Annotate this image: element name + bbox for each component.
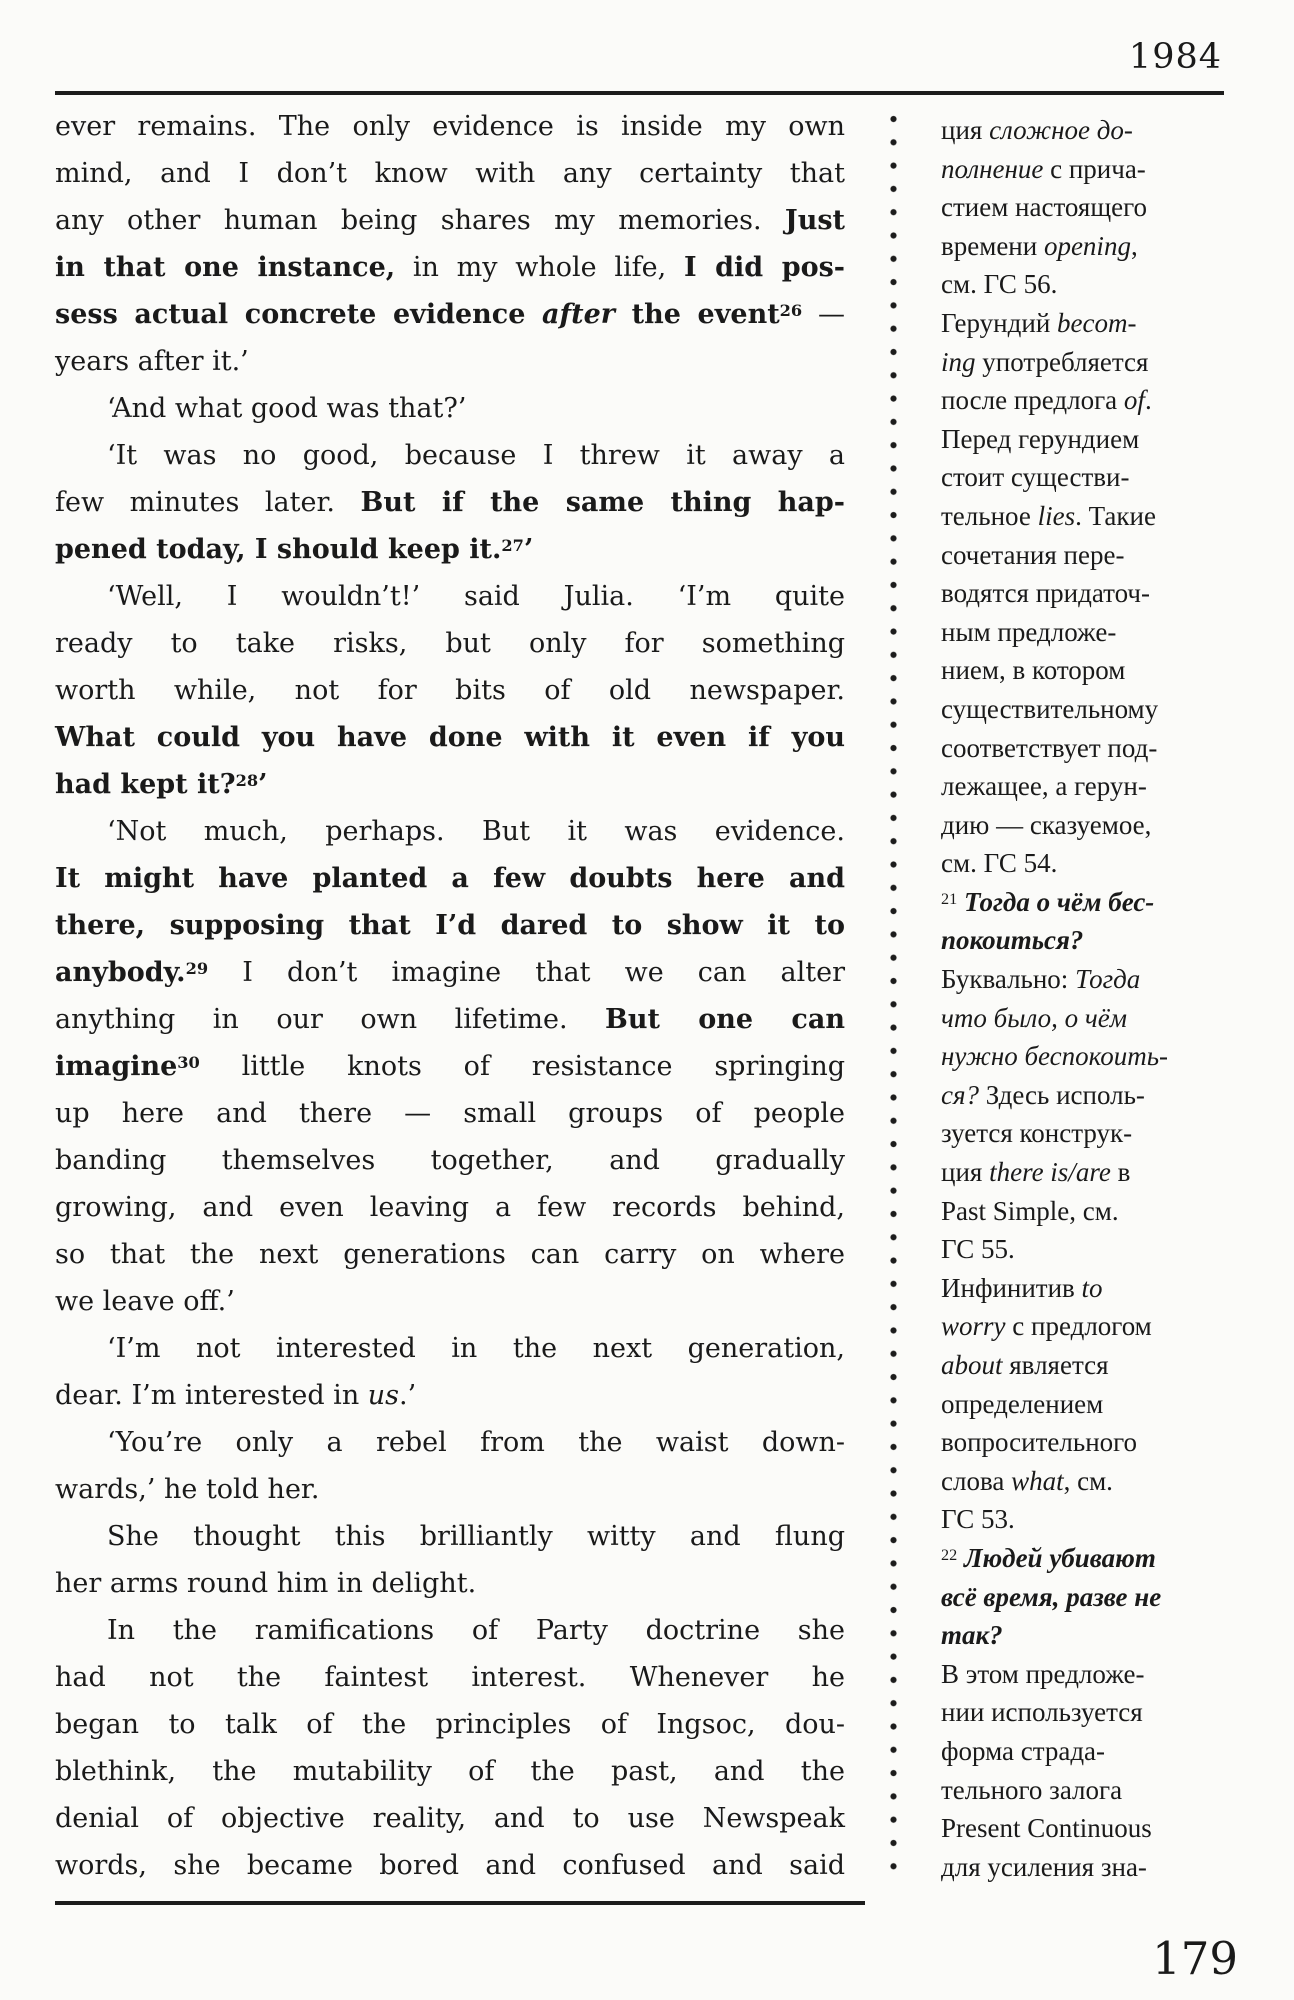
note-line: [941, 536, 1240, 575]
footnote-marker: 30: [177, 1052, 200, 1072]
text-run: wards,’ he told her.: [55, 1474, 320, 1505]
text-run: ‘Not much, perhaps. But it was evidence.: [107, 816, 845, 847]
text-run: в: [1110, 1157, 1131, 1188]
text-line: [55, 1701, 845, 1748]
text-run: anybody.: [55, 957, 186, 988]
text-line: [55, 1043, 845, 1090]
text-line: [55, 385, 845, 432]
text-run: тельного залога: [941, 1774, 1123, 1805]
text-line: [55, 1607, 845, 1654]
text-run: .: [1144, 385, 1152, 416]
text-line: [55, 1325, 845, 1372]
note-line: [941, 381, 1240, 420]
text-line: [55, 1090, 845, 1137]
text-run: But if the same thing hap-: [360, 487, 845, 518]
text-run: форма страда-: [941, 1735, 1106, 1766]
text-run: времени: [941, 230, 1044, 261]
dotted-separator: [890, 115, 897, 1881]
note-line: [941, 806, 1240, 845]
text-run: ing: [941, 346, 976, 377]
text-run: ГС 55.: [941, 1234, 1015, 1265]
text-run: blethink, the mutability of the past, and the: [55, 1756, 845, 1787]
note-line: [941, 921, 1240, 960]
text-run: ever remains. The only evidence is inside my own: [55, 111, 845, 142]
text-run: to: [1081, 1272, 1103, 1303]
note-line: [941, 1307, 1240, 1346]
text-run: in my whole life,: [395, 252, 684, 283]
note-line: [941, 1500, 1240, 1539]
note-line: [941, 613, 1240, 652]
note-line: [941, 420, 1240, 459]
note-line: [941, 1578, 1240, 1617]
column-divider: [845, 103, 941, 1889]
text-line: [55, 1419, 845, 1466]
text-run: I did pos-: [683, 252, 845, 283]
text-run: Present Continuous: [941, 1813, 1152, 1844]
text-line: [55, 714, 845, 761]
text-run: водятся придаточ-: [941, 578, 1150, 609]
text-run: ,: [1130, 230, 1138, 261]
text-run: She thought this brilliantly witty and flung: [107, 1521, 845, 1552]
text-line: [55, 479, 845, 526]
header-rule: [55, 91, 1224, 95]
text-line: [55, 1372, 845, 1419]
text-run: In the ramifications of Party doctrine she: [107, 1615, 845, 1646]
note-line: [941, 1230, 1240, 1269]
text-run: лежащее, а герун-: [941, 771, 1147, 802]
text-line: [55, 1795, 845, 1842]
text-run: words, she became bored and confused and said: [55, 1850, 845, 1881]
text-run: so that the next generations can carry on where: [55, 1239, 845, 1270]
footnote-marker: 26: [779, 300, 803, 320]
text-line: [55, 291, 845, 338]
text-run: употребляется: [975, 346, 1149, 377]
note-line: [941, 999, 1240, 1038]
note-line: [941, 1346, 1240, 1385]
running-head-title: 1984: [1128, 37, 1222, 77]
text-line: [55, 244, 845, 291]
footnote-marker: 22: [941, 1545, 958, 1564]
text-run: Инфинитив: [941, 1272, 1082, 1303]
text-run: little knots of resistance springing: [199, 1051, 845, 1082]
text-line: [55, 1278, 845, 1325]
text-run: What could you have done with it even if you: [55, 722, 845, 753]
text-run: mind, and I don’t know with any certainty that: [55, 158, 845, 189]
note-line: [941, 150, 1240, 189]
text-run: began to talk of the principles of Ingsoc, dou-: [55, 1709, 845, 1740]
footnote-marker: 28: [235, 770, 259, 790]
text-run: соответствует под-: [941, 732, 1158, 763]
footer-rule: [55, 1901, 865, 1905]
text-run: ‘And what good was that?’: [107, 393, 467, 424]
text-run: ным предложе-: [941, 616, 1117, 647]
text-line: [55, 573, 845, 620]
text-run: us: [367, 1380, 400, 1411]
note-line: [941, 1809, 1240, 1848]
text-line: [55, 667, 845, 714]
text-run: imagine: [55, 1051, 178, 1082]
text-line: [55, 761, 845, 808]
text-run: полнение: [941, 153, 1044, 184]
text-line: [55, 432, 845, 479]
text-run: вопросительного: [941, 1427, 1138, 1458]
text-line: [55, 902, 845, 949]
text-line: [55, 1513, 845, 1560]
note-line: [941, 1192, 1240, 1231]
note-line: [941, 1269, 1240, 1308]
text-run: we leave off.’: [55, 1286, 235, 1317]
text-run: дию — сказуемое,: [941, 809, 1152, 840]
text-run: стоит существи-: [941, 462, 1130, 493]
text-run: what: [1011, 1465, 1064, 1496]
text-run: , см.: [1063, 1465, 1113, 1496]
text-run: нужно беспокоить-: [941, 1041, 1169, 1072]
text-run: years after it.’: [55, 346, 249, 377]
text-line: [55, 996, 845, 1043]
text-run: anything in our own lifetime.: [55, 1004, 606, 1035]
note-line: [941, 304, 1240, 343]
text-run: worry: [941, 1311, 1006, 1342]
note-line: [941, 1848, 1240, 1887]
page-number: 179: [1152, 1932, 1238, 1985]
text-run: had kept it?: [55, 769, 236, 800]
page-header: [0, 0, 1294, 78]
text-run: few minutes later.: [55, 487, 361, 518]
text-line: [55, 197, 845, 244]
text-line: [55, 1231, 845, 1278]
note-line: [941, 227, 1240, 266]
footnote-marker: 27: [501, 535, 524, 555]
text-run: ’: [258, 769, 268, 800]
text-run: определением: [941, 1388, 1104, 1419]
note-line: [941, 883, 1240, 922]
text-run: worth while, not for bits of old newspaper.: [55, 675, 845, 706]
note-line: [941, 497, 1240, 536]
text-run: ция: [941, 1157, 990, 1188]
text-run: ‘It was no good, because I threw it away a: [107, 440, 845, 471]
text-run: in that one instance,: [55, 252, 396, 283]
note-line: [941, 1462, 1240, 1501]
note-line: [941, 1423, 1240, 1462]
text-run: I don’t imagine that we can alter: [208, 957, 845, 988]
note-line: [941, 574, 1240, 613]
text-run: сочетания пере-: [941, 539, 1125, 570]
text-run: ‘You’re only a rebel from the waist down-: [107, 1427, 845, 1458]
note-line: [941, 343, 1240, 382]
text-run: ‘I’m not interested in the next generation,: [107, 1333, 845, 1364]
text-run: ready to take risks, but only for something: [55, 628, 845, 659]
text-run: But one can: [605, 1004, 846, 1035]
text-run: ‘Well, I wouldn’t!’ said Julia. ‘I’m quite: [107, 581, 845, 612]
text-run: about: [941, 1350, 1003, 1380]
text-line: [55, 1466, 845, 1513]
note-line: [941, 1153, 1240, 1192]
text-line: [55, 949, 845, 996]
note-line: [941, 960, 1240, 999]
text-run: существительному: [941, 693, 1159, 724]
commentary-column: [941, 103, 1240, 1889]
text-run: dear. I’m interested in: [55, 1380, 368, 1411]
text-run: the event: [615, 299, 780, 330]
text-run: Тогда о чём бес-: [957, 886, 1155, 917]
text-run: opening: [1043, 230, 1131, 261]
text-run: Перед герундием: [941, 423, 1140, 454]
text-run: Буквально:: [941, 964, 1076, 995]
text-run: there is/are: [989, 1157, 1111, 1188]
text-run: так?: [941, 1620, 1003, 1651]
text-run: It might have planted a few doubts here and: [55, 863, 845, 894]
text-run: нием, в котором: [941, 655, 1126, 686]
text-run: after: [542, 299, 616, 330]
text-run: . Такие: [1075, 500, 1156, 531]
text-run: Герундий: [941, 307, 1058, 338]
text-run: покоиться?: [941, 925, 1084, 956]
text-run: lies: [1037, 500, 1076, 531]
text-run: ГС 53.: [941, 1504, 1015, 1535]
text-run: является: [1002, 1350, 1109, 1380]
text-run: her arms round him in delight.: [55, 1568, 477, 1599]
note-line: [941, 1385, 1240, 1424]
text-run: Past Simple, см.: [941, 1195, 1119, 1226]
text-line: [55, 338, 845, 385]
text-run: с предлогом: [1005, 1311, 1152, 1342]
footnote-marker: 21: [941, 889, 958, 908]
footnote-marker: 29: [185, 958, 209, 978]
text-run: что было, о чём: [941, 1002, 1127, 1033]
text-run: growing, and even leaving a few records behind,: [55, 1192, 845, 1223]
note-line: [941, 844, 1240, 883]
note-line: [941, 458, 1240, 497]
text-line: [55, 1842, 845, 1889]
page-content: [55, 103, 1240, 1889]
note-line: [941, 1539, 1240, 1578]
text-line: [55, 526, 845, 573]
text-line: [55, 1748, 845, 1795]
text-run: had not the faintest interest. Whenever he: [55, 1662, 845, 1693]
page-footer: [1152, 1934, 1238, 1984]
novel-text-column: [55, 103, 845, 1889]
text-run: any other human being shares my memories.: [55, 205, 785, 236]
text-run: ’: [523, 534, 534, 565]
note-line: [941, 1655, 1240, 1694]
text-run: Людей убивают: [957, 1542, 1156, 1573]
text-run: .’: [399, 1380, 417, 1411]
text-run: ция: [941, 115, 990, 145]
text-run: после предлога: [941, 385, 1124, 416]
note-line: [941, 651, 1240, 690]
note-line: [941, 1693, 1240, 1732]
note-line: [941, 690, 1240, 729]
text-run: стием настоящего: [941, 192, 1147, 223]
text-line: [55, 103, 845, 150]
note-line: [941, 729, 1240, 768]
text-line: [55, 150, 845, 197]
text-line: [55, 1137, 845, 1184]
text-line: [55, 1184, 845, 1231]
text-run: всё время, разве не: [941, 1581, 1162, 1612]
text-run: см. ГС 56.: [941, 269, 1058, 300]
note-line: [941, 265, 1240, 304]
text-run: sess actual concrete evidence: [55, 299, 543, 330]
text-line: [55, 808, 845, 855]
text-run: тельное: [941, 500, 1038, 531]
text-run: ся?: [941, 1079, 980, 1110]
note-line: [941, 1076, 1240, 1115]
note-line: [941, 111, 1240, 150]
text-run: с прича-: [1043, 153, 1146, 184]
note-line: [941, 1037, 1240, 1076]
note-line: [941, 1114, 1240, 1153]
text-run: becom-: [1057, 307, 1137, 338]
text-line: [55, 1654, 845, 1701]
text-run: Здесь исполь-: [979, 1079, 1145, 1110]
text-run: сложное до-: [989, 115, 1133, 145]
text-run: для усиления зна-: [941, 1851, 1147, 1882]
text-run: Just: [784, 205, 845, 236]
note-line: [941, 767, 1240, 806]
text-line: [55, 1560, 845, 1607]
text-run: —: [802, 299, 845, 330]
text-line: [55, 620, 845, 667]
note-line: [941, 188, 1240, 227]
text-run: up here and there — small groups of people: [55, 1098, 845, 1129]
text-run: of: [1123, 385, 1145, 416]
note-line: [941, 1616, 1240, 1655]
text-run: зуется конструк-: [941, 1118, 1133, 1149]
text-run: banding themselves together, and gradually: [55, 1145, 845, 1176]
text-run: нии используется: [941, 1697, 1143, 1728]
text-run: there, supposing that I’d dared to show it to: [55, 910, 845, 941]
text-run: Тогда: [1075, 964, 1141, 995]
text-run: В этом предложе-: [941, 1658, 1145, 1689]
text-run: слова: [941, 1465, 1012, 1496]
text-line: [55, 855, 845, 902]
text-run: pened today, I should keep it.: [55, 534, 502, 565]
text-run: denial of objective reality, and to use Newspeak: [55, 1803, 845, 1834]
note-line: [941, 1732, 1240, 1771]
text-run: см. ГС 54.: [941, 848, 1058, 879]
note-line: [941, 1771, 1240, 1810]
